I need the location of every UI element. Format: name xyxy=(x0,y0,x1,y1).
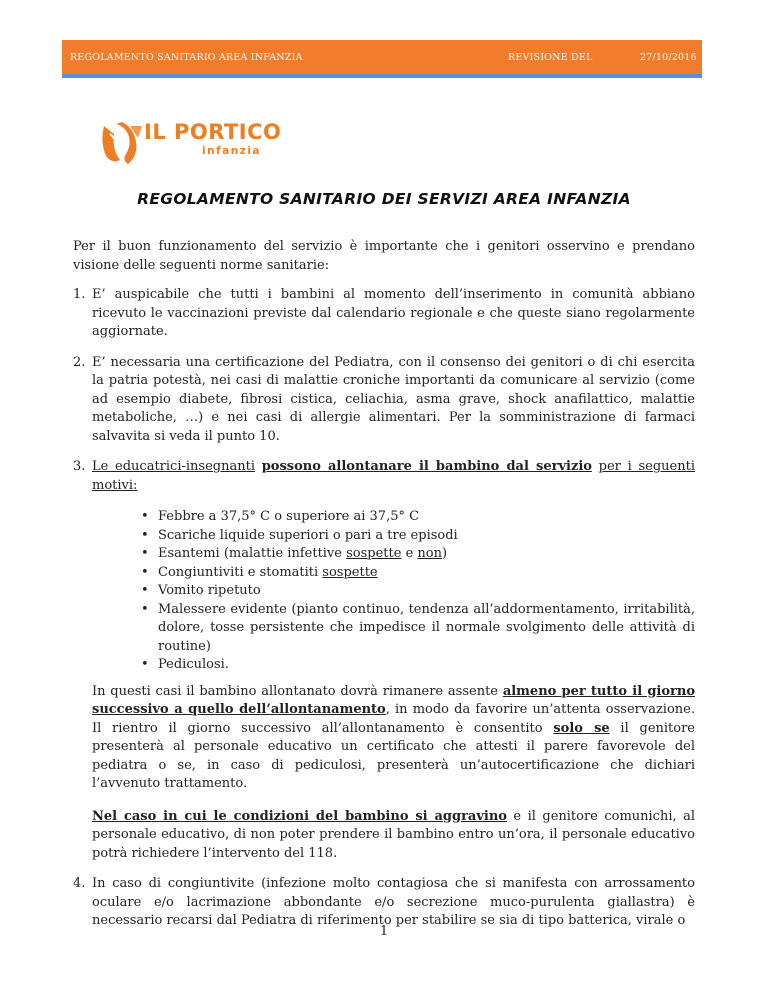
bullet-text: Esantemi (malattie infettive xyxy=(158,546,347,561)
item-text-part: per i seguenti motivi: xyxy=(92,459,695,493)
item-text-emphasis: possono allontanare il bambino dal servizio xyxy=(261,459,592,474)
item-number: 1. xyxy=(73,287,86,302)
bullet-item: • Vomito ripetuto xyxy=(141,582,695,601)
bullet-text-underlined: sospette xyxy=(346,546,402,561)
bullet-item: • Febbre a 37,5° C o superiore ai 37,5° C xyxy=(141,508,695,527)
intro-paragraph: Per il buon funzionamento del servizio è importante che i genitori osservino e prendano visione delle seguenti norme sanitarie: xyxy=(73,239,695,273)
rules-list xyxy=(73,286,695,931)
item-text: E’ necessaria una certificazione del Pediatra, con il consenso dei genitori o di chi esercita la patria potestà, nei casi di malattie croniche importanti da comunicare al servizio (come ad esempio diabete, fibrosi cistica, celiachia, asma grave, shock anafilattico, malattie metaboliche, …) e nei casi di allergie alimentari. Per la somministrazione di farmaci salvavita si veda il punto 10. xyxy=(92,354,695,444)
header-revision-label: REVISIONE DEL xyxy=(508,52,593,63)
page-header xyxy=(62,40,702,74)
header-divider xyxy=(62,74,702,78)
item-number: 4. xyxy=(73,876,86,891)
document-body xyxy=(73,238,695,943)
header-document-title: REGOLAMENTO SANITARIO AREA INFANZIA xyxy=(70,52,303,63)
item3-paragraph-2 xyxy=(92,808,695,864)
list-item xyxy=(73,286,695,342)
paragraph-emphasis: almeno per tutto il giorno successivo a quello dell’allontanamento xyxy=(92,683,696,717)
item-number: 2. xyxy=(73,354,86,370)
paragraph-text: e il genitore comunichi, al personale educativo, di non poter prendere il bambino entro un’ora, il personale educativo potrà richiedere l’intervento del 118. xyxy=(92,808,695,861)
header-date: 27/10/2016 xyxy=(640,52,697,63)
bullet-item: • Scariche liquide superiori o pari a tre episodi xyxy=(141,527,695,546)
paragraph-text: il genitore presenterà al personale educativo un certificato che attesti il parere favorevole del pediatra o se, in caso di pediculosi, presenterà un’autocertificazione che dichiari l’avvenuto trattamento. xyxy=(92,720,696,791)
bullet-text: Congiuntiviti e stomatiti xyxy=(158,564,323,580)
paragraph-text: , in modo da favorire un’attenta osservazione. Il rientro il giorno successivo all’allontanamento è consentito xyxy=(92,702,695,736)
page-number: 1 xyxy=(379,924,389,939)
item-number: 3. xyxy=(73,459,86,474)
bullet-item xyxy=(141,545,695,564)
reasons-bullet-list xyxy=(92,508,695,675)
page-title: REGOLAMENTO SANITARIO DEI SERVIZI AREA INFANZIA xyxy=(137,190,631,208)
paragraph-emphasis: solo se xyxy=(553,720,610,736)
bullet-item: • Malessere evidente (pianto continuo, tendenza all’addormentamento, irritabilità, dolore, tosse persistente che impedisce il normale svolgimento delle attività di routine) xyxy=(141,601,695,657)
logo-wordmark: IL PORTICO xyxy=(144,120,282,144)
item-text: E’ auspicabile che tutti i bambini al momento dell’inserimento in comunità abbiano ricevuto le vaccinazioni previste dal calendario regionale e che queste siano regolarmente aggiornate. xyxy=(92,287,695,339)
list-item xyxy=(73,875,695,931)
list-item xyxy=(73,354,695,447)
paragraph-text: In questi casi il bambino allontanato dovrà rimanere assente xyxy=(92,683,503,699)
bullet-text: e xyxy=(401,546,418,561)
bullet-item: • Pediculosi. xyxy=(141,656,695,675)
item-text-part: Le educatrici-insegnanti xyxy=(92,459,255,474)
bullet-text-underlined: non xyxy=(417,546,442,561)
bullet-item xyxy=(141,564,695,583)
item-text: In caso di congiuntivite (infezione molto contagiosa che si manifesta con arrossamento oculare e/o lacrimazione abbondante e/o secrezione muco-purulenta giallastra) è necessario recarsi dal Pediatra di riferimento per stabilire se sia di tipo batterica, virale o xyxy=(92,876,695,928)
list-item xyxy=(73,458,695,863)
logo-subtitle: infanzia xyxy=(202,145,261,157)
bullet-text: ) xyxy=(442,546,448,561)
bullet-text-underlined: sospette xyxy=(322,564,378,580)
paragraph-emphasis: Nel caso in cui le condizioni del bambino si aggravino xyxy=(92,808,507,824)
item3-paragraph-1 xyxy=(92,683,695,794)
